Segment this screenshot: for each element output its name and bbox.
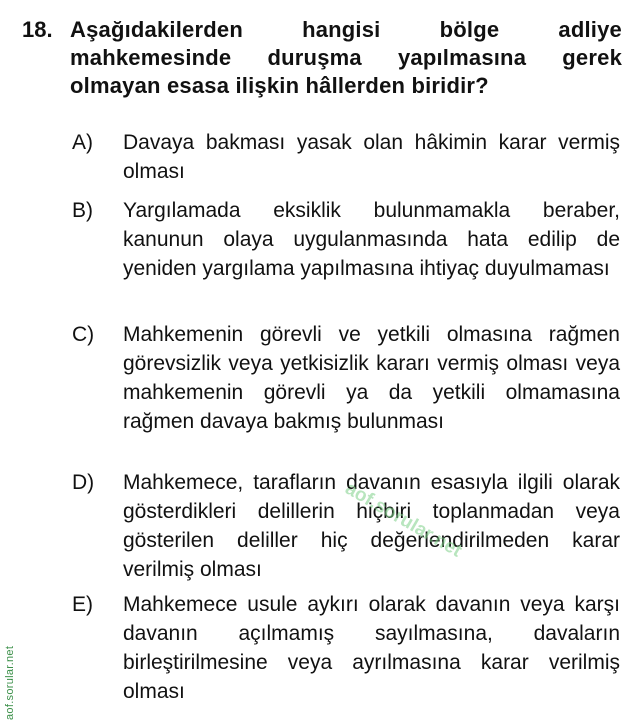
option-e-letter: E)	[72, 593, 93, 616]
option-c-text: Mahkemenin görevli ve yetkili olmasına rağmen görevsizlik veya yetkisizlik kararı vermiş olması veya mahkemenin görevli ya da yetkili olmamasına rağmen davaya bakmış bulunması	[123, 323, 620, 433]
option-d-letter: D)	[72, 471, 95, 494]
watermark-center: aof.sorular.net	[341, 478, 466, 562]
option-e-text: Mahkemece usule aykırı olarak davanın veya karşı davanın açılmamış sayılmasına, davaların birleştirilmesine veya ayrılmasına karar verilmiş olması	[123, 593, 620, 703]
question-number: 18.	[22, 17, 53, 42]
option-a-letter: A)	[72, 131, 93, 154]
option-d-text: Mahkemece, tarafların davanın esasıyla ilgili olarak gösterdikleri delillerin hiçbiri toplanmadan veya gösterilen deliller hiç değerlendirilmeden karar verilmiş olması	[123, 471, 620, 581]
watermark-side: aof.sorular.net	[4, 645, 16, 720]
option-a-text: Davaya bakması yasak olan hâkimin karar vermiş olması	[123, 131, 620, 183]
question-text: Aşağıdakilerden hangisi bölge adliye mahkemesinde duruşma yapılmasına gerek olmayan esasa ilişkin hâllerden biridir?	[70, 17, 622, 98]
option-b-letter: B)	[72, 199, 93, 222]
option-c-letter: C)	[72, 323, 95, 346]
option-b-text: Yargılamada eksiklik bulunmamakla beraber, kanunun olaya uygulanmasında hata edilip de yeniden yargılama yapılmasına ihtiyaç duyulmaması	[123, 199, 620, 280]
